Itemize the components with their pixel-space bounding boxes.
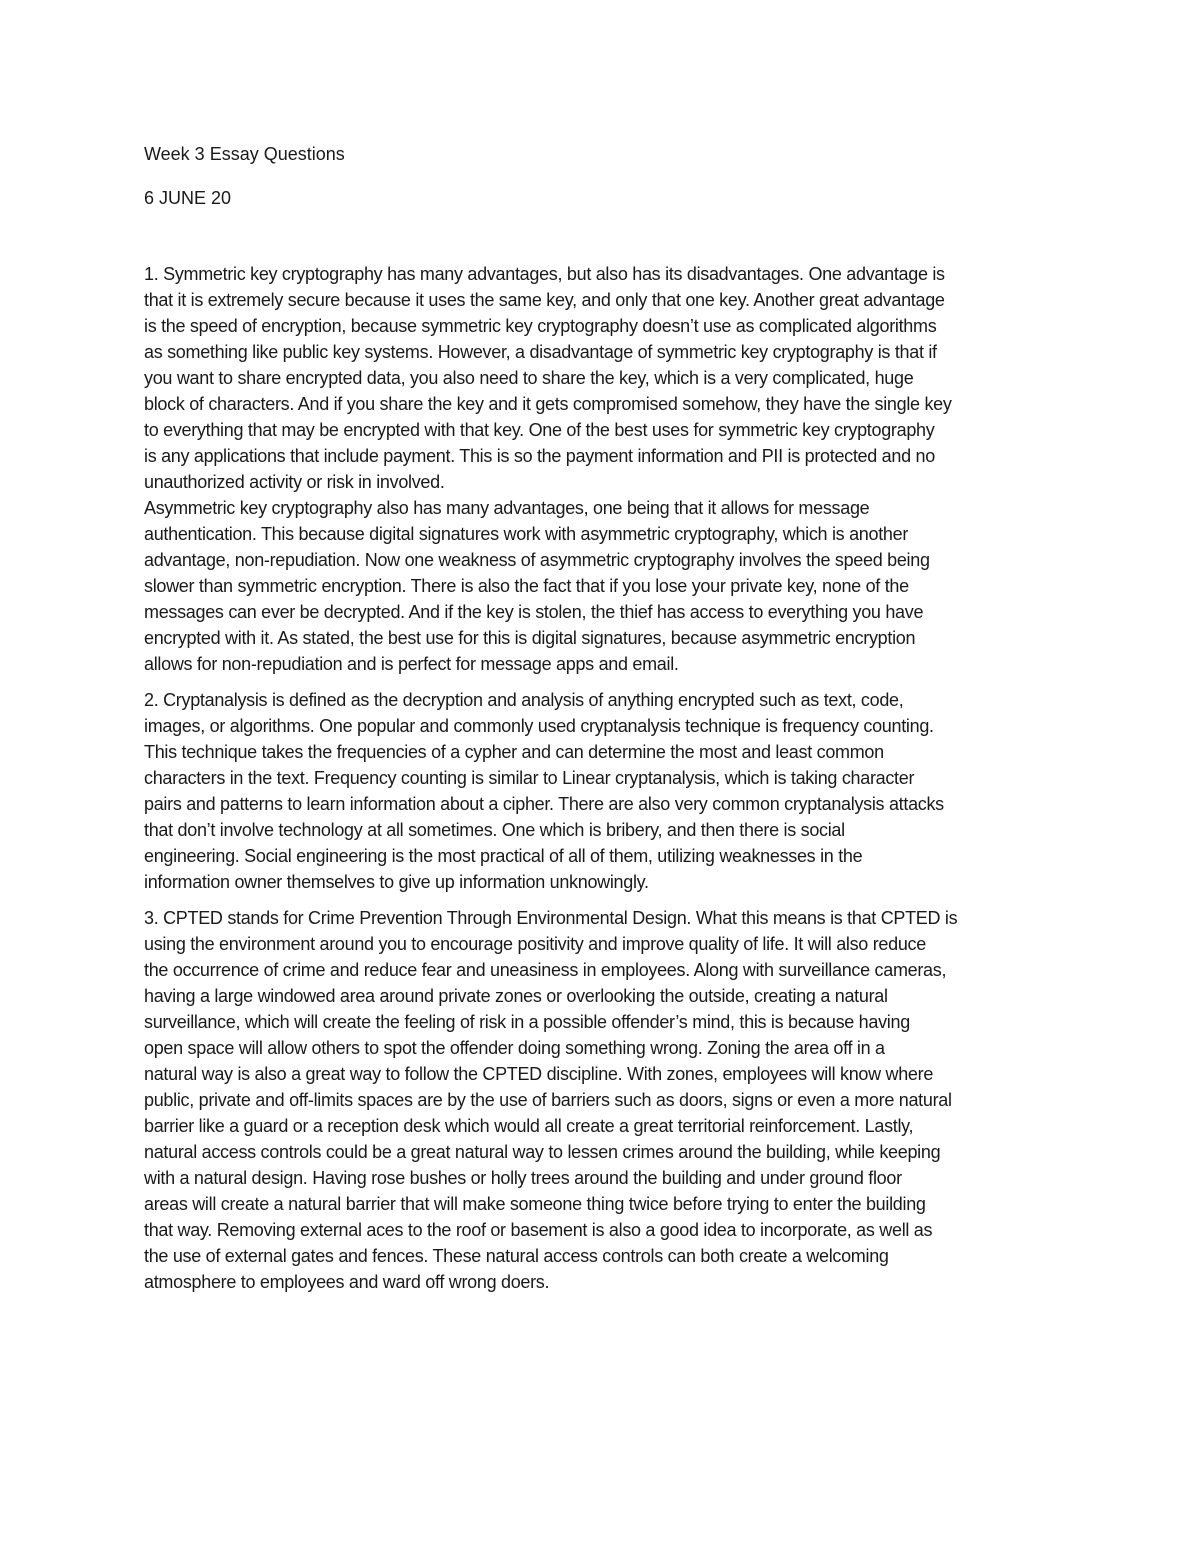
text-line: Asymmetric key cryptography also has many advantages, one being that it allows for message	[144, 498, 870, 518]
text-line: allows for non-repudiation and is perfect for message apps and email.	[144, 654, 679, 674]
text-line: is the speed of encryption, because symmetric key cryptography doesn’t use as complicated algorithms	[144, 316, 937, 336]
text-line: as something like public key systems. However, a disadvantage of symmetric key cryptography is that if	[144, 342, 937, 362]
text-line: you want to share encrypted data, you also need to share the key, which is a very complicated, huge	[144, 368, 914, 388]
document-title: Week 3 Essay Questions	[144, 144, 345, 164]
text-line: the occurrence of crime and reduce fear and uneasiness in employees. Along with surveillance cameras,	[144, 960, 947, 980]
text-line: having a large windowed area around private zones or overlooking the outside, creating a natural	[144, 986, 888, 1006]
text-line: areas will create a natural barrier that will make someone thing twice before trying to enter the building	[144, 1194, 926, 1214]
paragraph-symmetric-cryptography	[144, 261, 1056, 495]
text-line: surveillance, which will create the feeling of risk in a possible offender’s mind, this is because having	[144, 1012, 910, 1032]
text-line: authentication. This because digital signatures work with asymmetric cryptography, which is another	[144, 524, 909, 544]
text-line: messages can ever be decrypted. And if the key is stolen, the thief has access to everything you have	[144, 602, 924, 622]
document-date: 6 JUNE 20	[144, 188, 232, 208]
text-line: barrier like a guard or a reception desk which would all create a great territorial reinforcement. Lastly,	[144, 1116, 914, 1136]
document-page	[144, 141, 1056, 1295]
text-line: images, or algorithms. One popular and commonly used cryptanalysis technique is frequency counting.	[144, 716, 934, 736]
paragraph-cpted	[144, 905, 1056, 1295]
text-line: that way. Removing external aces to the roof or basement is also a good idea to incorporate, as well as	[144, 1220, 933, 1240]
text-line: information owner themselves to give up information unknowingly.	[144, 872, 649, 892]
text-line: unauthorized activity or risk in involved.	[144, 472, 445, 492]
text-line: that don’t involve technology at all sometimes. One which is bribery, and then there is social	[144, 820, 845, 840]
text-line: the use of external gates and fences. These natural access controls can both create a welcoming	[144, 1246, 889, 1266]
text-line: pairs and patterns to learn information about a cipher. There are also very common cryptanalysis attacks	[144, 794, 944, 814]
text-line: 2. Cryptanalysis is defined as the decryption and analysis of anything encrypted such as text, code,	[144, 690, 904, 710]
text-line: engineering. Social engineering is the most practical of all of them, utilizing weaknesses in the	[144, 846, 863, 866]
text-line: that it is extremely secure because it uses the same key, and only that one key. Another great advantage	[144, 290, 945, 310]
text-line: natural way is also a great way to follow the CPTED discipline. With zones, employees will know where	[144, 1064, 934, 1084]
text-line: open space will allow others to spot the offender doing something wrong. Zoning the area off in a	[144, 1038, 885, 1058]
text-line: slower than symmetric encryption. There is also the fact that if you lose your private key, none of the	[144, 576, 909, 596]
text-line: characters in the text. Frequency counting is similar to Linear cryptanalysis, which is taking character	[144, 768, 915, 788]
text-line: This technique takes the frequencies of a cypher and can determine the most and least common	[144, 742, 884, 762]
text-line: 3. CPTED stands for Crime Prevention Through Environmental Design. What this means is that CPTED is	[144, 908, 958, 928]
text-line: block of characters. And if you share the key and it gets compromised somehow, they have the single key	[144, 394, 952, 414]
text-line: using the environment around you to encourage positivity and improve quality of life. It will also reduce	[144, 934, 926, 954]
paragraph-cryptanalysis	[144, 687, 1056, 895]
text-line: 1. Symmetric key cryptography has many advantages, but also has its disadvantages. One advantage is	[144, 264, 945, 284]
text-line: is any applications that include payment. This is so the payment information and PII is protected and no	[144, 446, 935, 466]
paragraph-asymmetric-cryptography	[144, 495, 1056, 677]
text-line: to everything that may be encrypted with that key. One of the best uses for symmetric key cryptography	[144, 420, 935, 440]
text-line: advantage, non-repudiation. Now one weakness of asymmetric cryptography involves the speed being	[144, 550, 930, 570]
text-line: natural access controls could be a great natural way to lessen crimes around the building, while keeping	[144, 1142, 941, 1162]
text-line: atmosphere to employees and ward off wrong doers.	[144, 1272, 550, 1292]
text-line: with a natural design. Having rose bushes or holly trees around the building and under ground floor	[144, 1168, 902, 1188]
text-line: public, private and off-limits spaces are by the use of barriers such as doors, signs or even a more natural	[144, 1090, 952, 1110]
text-line: encrypted with it. As stated, the best use for this is digital signatures, because asymmetric encryption	[144, 628, 916, 648]
